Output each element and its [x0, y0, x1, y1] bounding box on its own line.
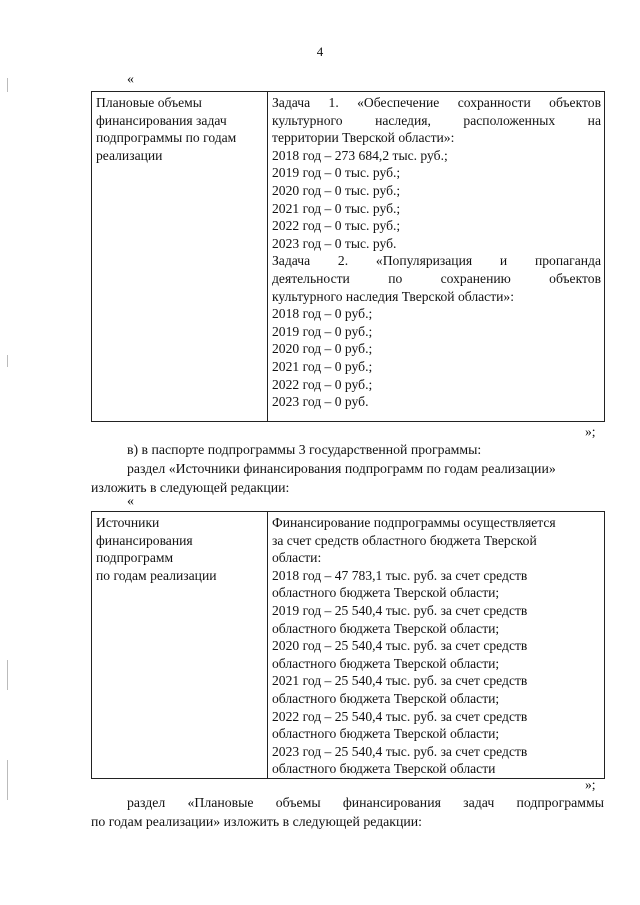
task2-title-line: культурного наследия Тверской области»: [272, 288, 514, 304]
task1-title-line: территории Тверской области»: [272, 130, 455, 146]
close-quote: »; [585, 777, 596, 792]
paragraph-razdel-sources: раздел «Источники финансирования подпрограмм по годам реализации» [127, 461, 556, 476]
table-financing-sources [91, 511, 605, 779]
table2-right-line: областного бюджета Тверской области; [272, 620, 500, 636]
close-quote: »; [585, 424, 596, 439]
paragraph-razdel-planned-cont: по годам реализации» изложить в следующей редакции: [91, 814, 422, 829]
table2-left-cell [92, 512, 268, 779]
margin-mark [7, 660, 8, 690]
table2-right-line: областного бюджета Тверской области [272, 761, 496, 777]
task1-title-line: Задача 1. «Обеспечение сохранности объектов [272, 95, 601, 110]
table2-right-line: за счет средств областного бюджета Тверской [272, 532, 537, 548]
margin-mark [7, 355, 8, 367]
table1-left-cell [92, 92, 268, 422]
paragraph-v: в) в паспорте подпрограммы 3 государственной программы: [127, 442, 482, 457]
table2-right-cell [268, 512, 605, 779]
open-quote: « [127, 72, 134, 87]
table2-left-line: по годам реализации [96, 567, 217, 583]
task2-year: 2023 год – 0 руб. [272, 394, 369, 410]
table2-right-line: области: [272, 550, 322, 566]
margin-mark [7, 78, 8, 92]
task1-year: 2022 год – 0 тыс. руб.; [272, 218, 401, 234]
task2-year: 2020 год – 0 руб.; [272, 341, 373, 357]
table2-right-line: областного бюджета Тверской области; [272, 690, 500, 706]
table2-right-line: областного бюджета Тверской области; [272, 585, 500, 601]
table2-left-line: финансирования [96, 532, 193, 548]
table1-left-line: подпрограммы по годам [96, 130, 237, 146]
table2-right-line: 2022 год – 25 540,4 тыс. руб. за счет средств [272, 708, 528, 724]
open-quote: « [127, 494, 134, 509]
margin-mark [7, 760, 8, 800]
task1-year: 2023 год – 0 тыс. руб. [272, 235, 397, 251]
table2-right-line: областного бюджета Тверской области; [272, 726, 500, 742]
table1-right-cell [268, 92, 605, 422]
table2-right-line: 2018 год – 47 783,1 тыс. руб. за счет средств [272, 567, 528, 583]
table1-left-line: Плановые объемы [96, 95, 202, 110]
table1-left-line: финансирования задач [96, 112, 227, 128]
task2-year: 2018 год – 0 руб.; [272, 306, 373, 322]
table-planned-volumes [91, 91, 605, 422]
task2-title-line: деятельности по сохранению объектов [272, 270, 601, 286]
paragraph-razdel-planned: раздел «Плановые объемы финансирования задач подпрограммы [127, 795, 604, 810]
task1-year: 2019 год – 0 тыс. руб.; [272, 165, 401, 181]
table2-left-line: подпрограмм [96, 550, 174, 566]
task1-year: 2020 год – 0 тыс. руб.; [272, 182, 401, 198]
task1-year: 2021 год – 0 тыс. руб.; [272, 200, 401, 216]
table2-right-line: 2019 год – 25 540,4 тыс. руб. за счет средств [272, 602, 528, 618]
table2-right-line: областного бюджета Тверской области; [272, 655, 500, 671]
task2-year: 2022 год – 0 руб.; [272, 376, 373, 392]
page-number: 4 [316, 44, 324, 59]
paragraph-razdel-sources-cont: изложить в следующей редакции: [91, 480, 290, 495]
task1-year: 2018 год – 273 684,2 тыс. руб.; [272, 147, 448, 163]
task2-year: 2019 год – 0 руб.; [272, 323, 373, 339]
task1-title-line: культурного наследия, расположенных на [272, 112, 601, 128]
table2-right-line: 2020 год – 25 540,4 тыс. руб. за счет средств [272, 638, 528, 654]
table2-right-line: 2021 год – 25 540,4 тыс. руб. за счет средств [272, 673, 528, 689]
table1-left-line: реализации [96, 147, 163, 163]
table2-right-line: Финансирование подпрограммы осуществляется [272, 515, 556, 530]
table2-left-line: Источники [96, 515, 160, 530]
table2-right-line: 2023 год – 25 540,4 тыс. руб. за счет средств [272, 743, 528, 759]
task2-year: 2021 год – 0 руб.; [272, 358, 373, 374]
task2-title-line: Задача 2. «Популяризация и пропаганда [272, 253, 601, 269]
